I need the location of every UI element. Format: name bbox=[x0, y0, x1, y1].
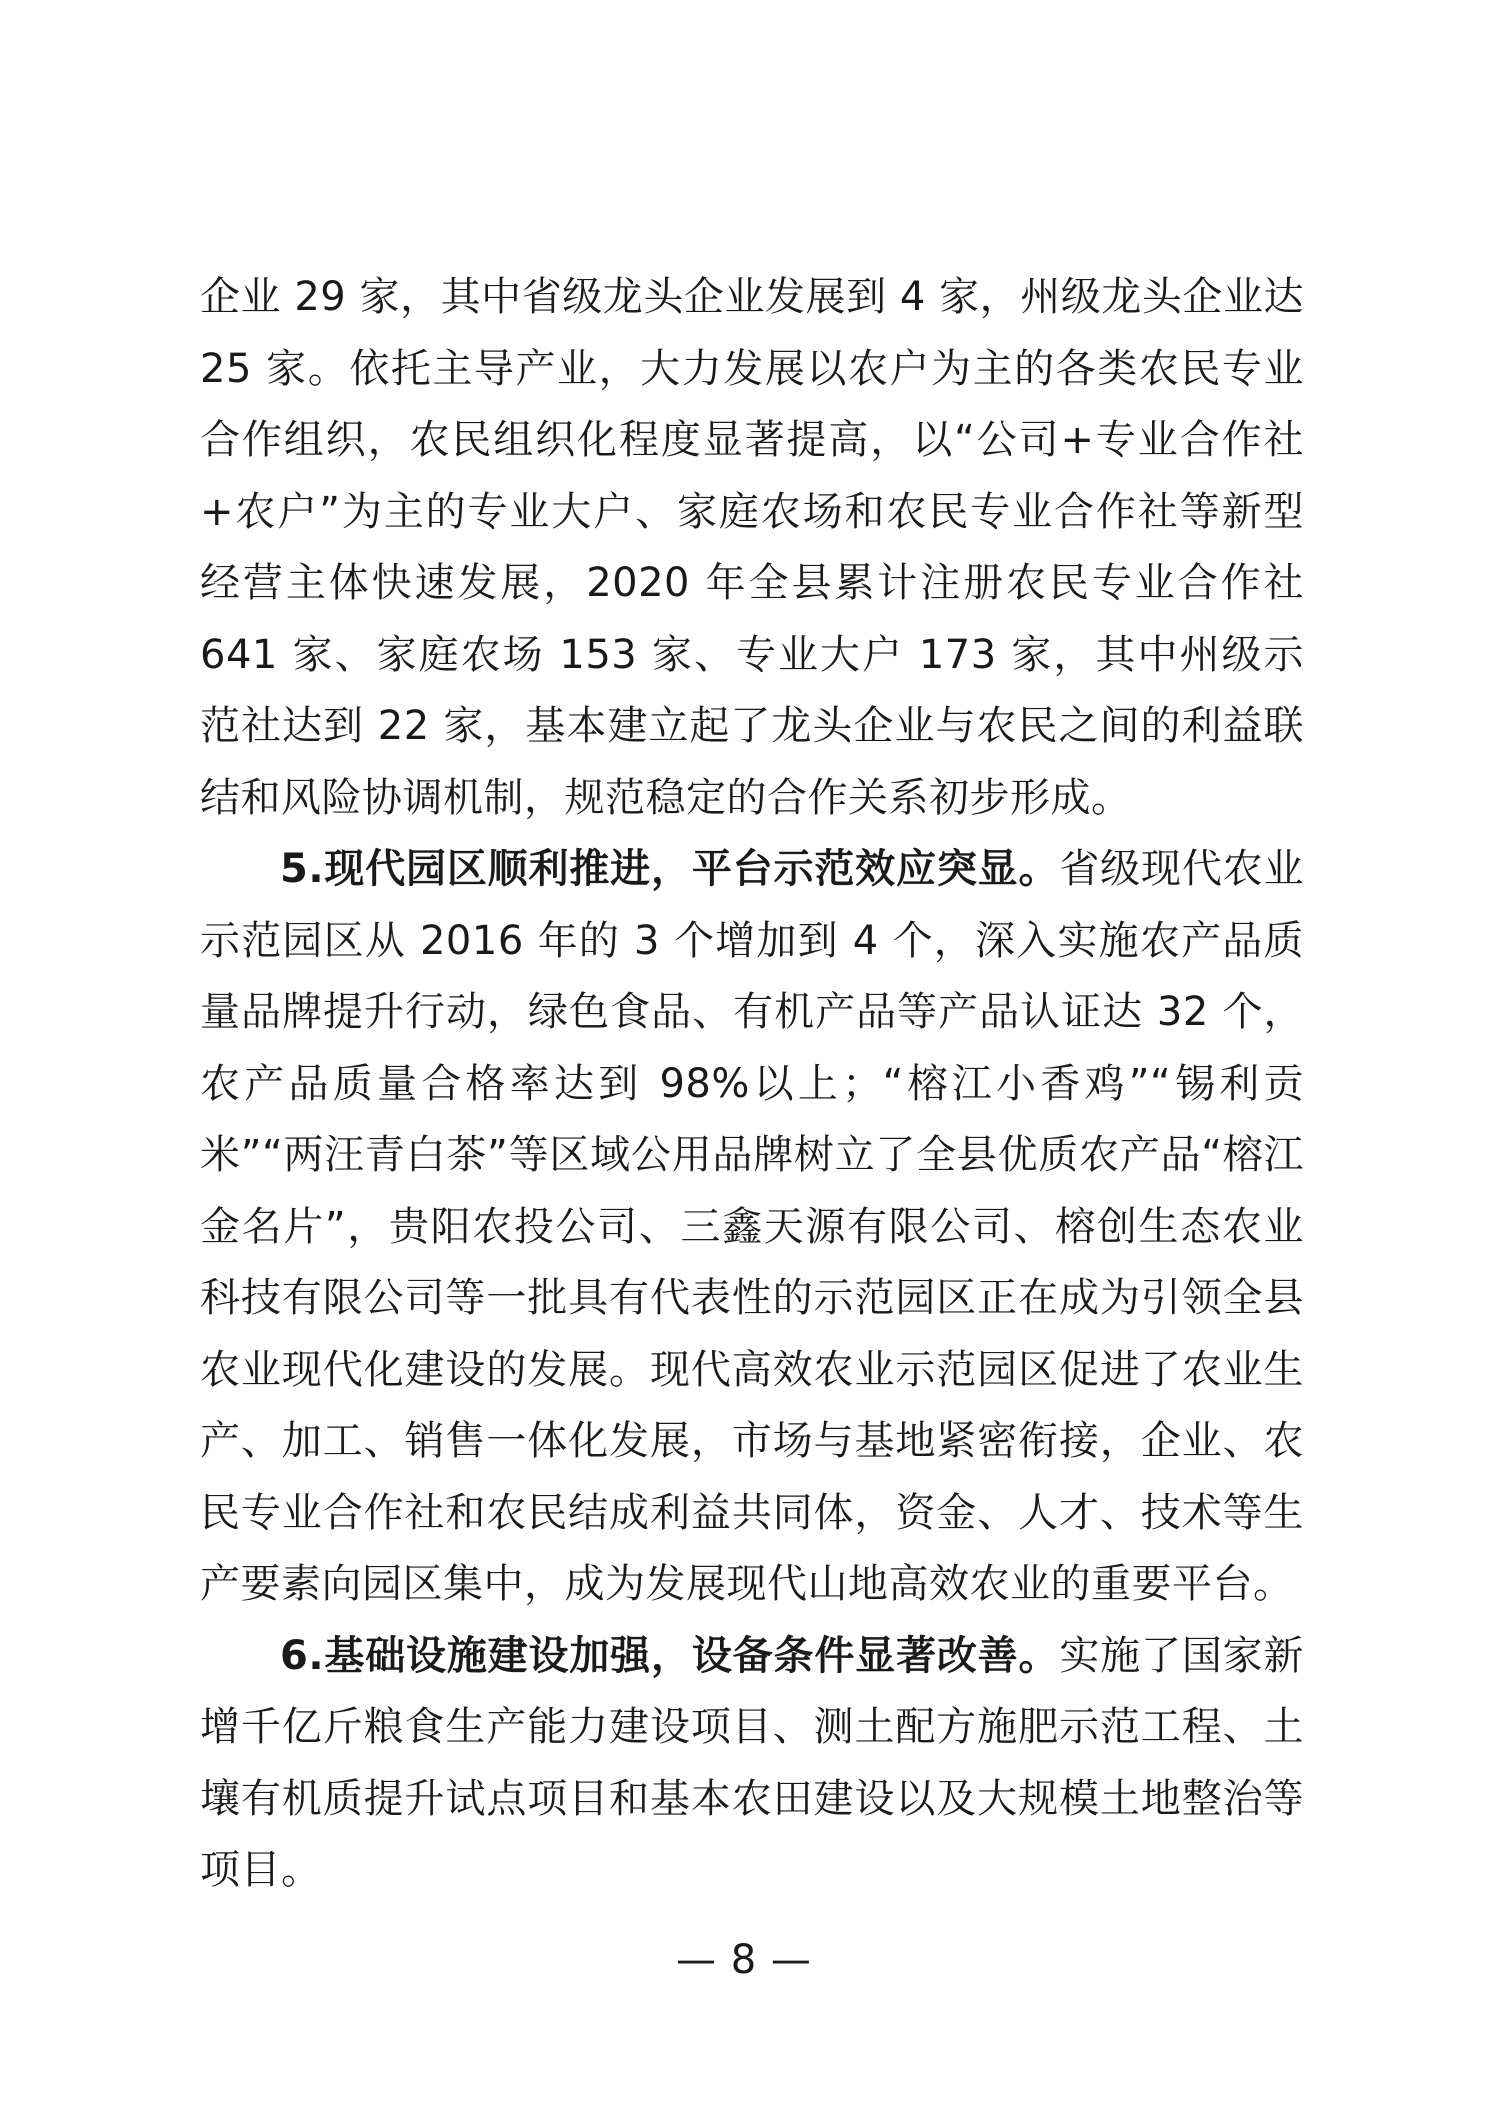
paragraph-section-5 bbox=[200, 834, 1304, 1621]
paragraph-continuation bbox=[200, 262, 1304, 834]
paragraph-text: 实施了国家新增千亿斤粮食生产能力建设项目、测土配方施肥示范工程、土壤有机质提升试点项目和基本农田建设以及大规模土地整治等项目。 bbox=[200, 1632, 1305, 1893]
section-heading-6: 6.基础设施建设加强，设备条件显著改善。 bbox=[280, 1632, 1060, 1679]
page-number: — 8 — bbox=[676, 1937, 812, 1983]
section-heading-5: 5.现代园区顺利推进，平台示范效应突显。 bbox=[280, 846, 1060, 892]
document-body bbox=[200, 262, 1304, 1907]
paragraph-text: 企业 29 家，其中省级龙头企业发展到 4 家，州级龙头企业达 25 家。依托主导产业，大力发展以农户为主的各类农民专业合作组织，农民组织化程度显著提高，以“公司+专业合作社+农户”为主的专业大户、家庭农场和农民专业合作社等新型经营主体快速发展，2020 年全县累计注册农民专业合作社 641 家、家庭农场 153 家、专业大户 173 家，其中州级示范社达到 22 家，基本建立起了龙头企业与农民之间的利益联结和风险协调机制，规范稳定的合作关系初步形成。 bbox=[200, 274, 1304, 821]
paragraph-section-6 bbox=[200, 1621, 1304, 1907]
paragraph-text: 省级现代农业示范园区从 2016 年的 3 个增加到 4 个，深入实施农产品质量品牌提升行动，绿色食品、有机产品等产品认证达 32 个，农产品质量合格率达到 98%以上；“榕江小香鸡”“锡利贡米”“两汪青白茶”等区域公用品牌树立了全县优质农产品“榕江金名片”，贵阳农投公司、三鑫天源有限公司、榕创生态农业科技有限公司等一批具有代表性的示范园区正在成为引领全县农业现代化建设的发展。现代高效农业示范园区促进了农业生产、加工、销售一体化发展，市场与基地紧密衔接，企业、农民专业合作社和农民结成利益共同体，资金、人才、技术等生产要素向园区集中，成为发展现代山地高效农业的重要平台。 bbox=[200, 846, 1305, 1607]
